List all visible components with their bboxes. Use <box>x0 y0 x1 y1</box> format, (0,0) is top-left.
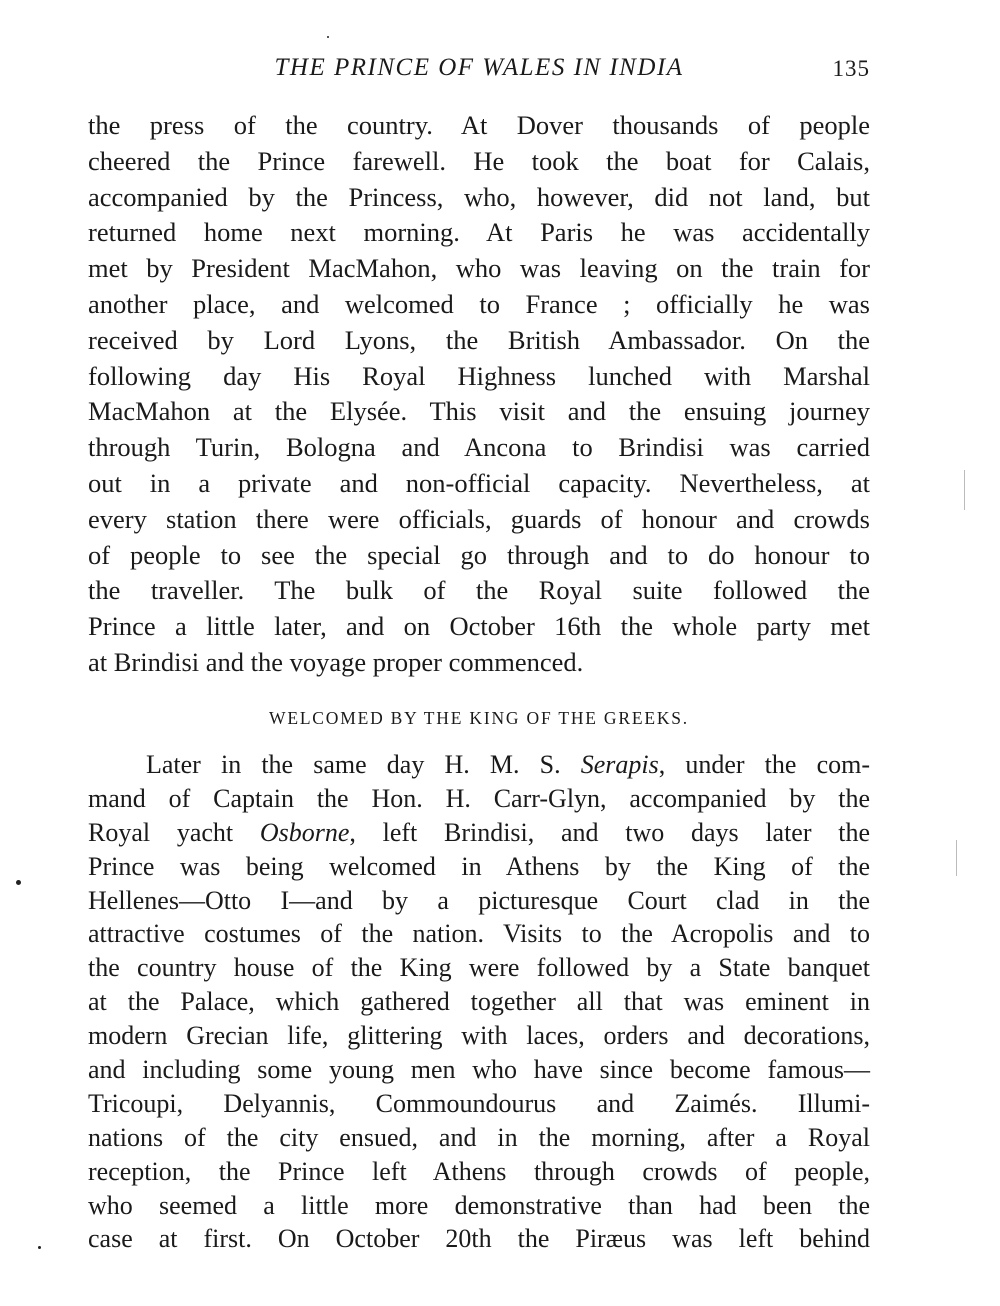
paragraph-1 <box>88 108 870 681</box>
text-line: met by President MacMahon, who was leaving on the train for <box>88 253 870 284</box>
text-line: and including some young men who have since become famous— <box>88 1055 870 1085</box>
text-line: every station there were officials, guards of honour and crowds <box>88 503 870 534</box>
text-line: Later in the same day H. M. S. Serapis, under the com- <box>146 750 870 779</box>
text-line: Tricoupi, Delyannis, Commoundourus and Zaimés. Illumi- <box>88 1088 870 1118</box>
text-line: case at first. On October 20th the Piræus was left behind <box>88 1224 870 1254</box>
ink-speck <box>327 36 329 38</box>
text-line: received by Lord Lyons, the British Ambassador. On the <box>88 324 870 355</box>
page-number: 135 <box>832 56 870 81</box>
text-line: another place, and welcomed to France ; officially he was <box>88 288 870 319</box>
text-line: Royal yacht Osborne, left Brindisi, and two days later the <box>88 817 870 847</box>
text-line: cheered the Prince farewell. He took the boat for Calais, <box>88 145 870 176</box>
text-line: of people to see the special go through and to do honour to <box>88 539 870 570</box>
margin-mark <box>956 840 957 876</box>
text-line: reception, the Prince left Athens through crowds of people, <box>88 1156 870 1186</box>
ink-speck <box>16 880 21 885</box>
margin-mark <box>964 470 965 510</box>
text-line: following day His Royal Highness lunched with Marshal <box>88 360 870 391</box>
text-line: mand of Captain the Hon. H. Carr-Glyn, accompanied by the <box>88 783 870 813</box>
text-line: modern Grecian life, glittering with laces, orders and decorations, <box>88 1021 870 1051</box>
running-head <box>88 54 870 88</box>
paragraph-2 <box>88 748 870 1256</box>
text-line: the press of the country. At Dover thousands of people <box>88 110 870 140</box>
text-line: through Turin, Bologna and Ancona to Brindisi was carried <box>88 432 870 463</box>
text-line: nations of the city ensued, and in the morning, after a Royal <box>88 1122 870 1152</box>
text-line: at Brindisi and the voyage proper commenced. <box>88 646 584 677</box>
text-line: out in a private and non-official capacity. Nevertheless, at <box>88 467 870 498</box>
text-line: the country house of the King were followed by a State banquet <box>88 953 870 983</box>
text-line: returned home next morning. At Paris he was accidentally <box>88 217 870 248</box>
text-line: accompanied by the Princess, who, however, did not land, but <box>88 181 870 212</box>
text-line: the traveller. The bulk of the Royal suite followed the <box>88 575 870 606</box>
text-line: at the Palace, which gathered together all that was eminent in <box>88 987 870 1017</box>
text-line: attractive costumes of the nation. Visits to the Acropolis and to <box>88 919 870 949</box>
text-line: Hellenes—Otto I—and by a picturesque Court clad in the <box>88 885 870 915</box>
text-line: MacMahon at the Elysée. This visit and the ensuing journey <box>88 396 870 427</box>
ink-speck <box>38 1246 41 1249</box>
text-line: Prince a little later, and on October 16th the whole party met <box>88 611 870 642</box>
section-heading: WELCOMED BY THE KING OF THE GREEKS. <box>269 708 689 728</box>
text-line: who seemed a little more demonstrative than had been the <box>88 1190 870 1220</box>
running-title: THE PRINCE OF WALES IN INDIA <box>274 54 684 81</box>
text-line: Prince was being welcomed in Athens by the King of the <box>88 851 870 881</box>
